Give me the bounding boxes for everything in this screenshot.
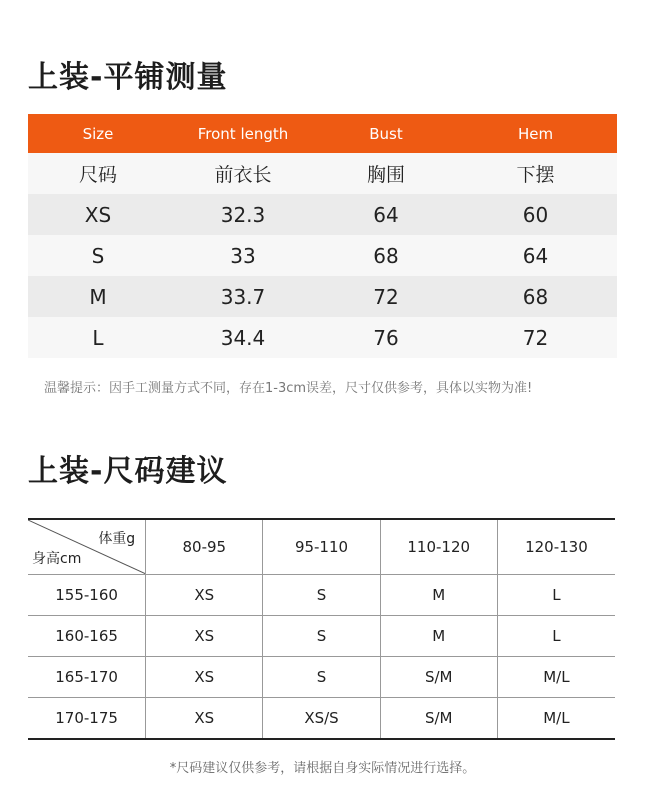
cell-size: S [91,243,105,268]
size-cell: M [380,616,497,656]
cell-front-length: 32.3 [220,202,266,227]
size-cell: XS [145,657,262,697]
weight-column-header: 80-95 [145,520,262,574]
corner-height-label: 身高cm [32,551,82,567]
header-size: Size [82,124,114,143]
size-cell: L [497,575,615,615]
header-hem: Hem [517,124,554,143]
table-row [28,194,617,235]
height-range: 165-170 [55,668,118,686]
table-row [28,235,617,276]
cell-hem: 72 [522,325,549,350]
cell-hem: 60 [522,202,549,227]
cell-size: M [89,284,107,309]
weight-column-header: 95-110 [262,520,379,574]
table-row [28,276,617,317]
cell-bust: 64 [373,202,399,227]
header-cn-front-length: 前衣长 [214,164,272,186]
header-cn-hem: 下摆 [516,164,555,186]
measurement-header-cn [28,153,617,194]
cell-bust: 72 [373,284,399,309]
weight-column-header: 120-130 [497,520,615,574]
header-bust: Bust [369,124,403,143]
corner-weight-label: 体重g [98,531,136,547]
cell-hem: 68 [522,284,549,309]
height-range: 160-165 [55,627,118,645]
size-cell: M/L [497,657,615,697]
size-cell: S/M [380,698,497,738]
header-cn-bust: 胸围 [366,164,405,186]
cell-front-length: 33.7 [220,284,266,309]
cell-hem: 64 [522,243,549,268]
table-row [28,616,615,657]
height-range: 155-160 [55,586,118,604]
header-cn-size: 尺码 [78,164,117,186]
size-cell: S/M [380,657,497,697]
size-cell: S [262,657,379,697]
size-cell: S [262,575,379,615]
cell-bust: 76 [373,325,399,350]
measurement-table [28,114,617,358]
recommendation-header [28,520,615,575]
recommendation-title: 上装-尺码建议 [28,454,228,489]
measurement-note: 温馨提示：因手工测量方式不同，存在1-3cm误差，尺寸仅供参考，具体以实物为准! [44,381,533,396]
size-recommendation-table [28,518,615,740]
size-cell: XS [145,575,262,615]
table-row [28,575,615,616]
recommendation-note: *尺码建议仅供参考，请根据自身实际情况进行选择。 [169,761,476,776]
size-cell: XS [145,698,262,738]
header-front-length: Front length [197,124,289,143]
cell-size: L [92,325,104,350]
weight-column-header: 110-120 [380,520,497,574]
height-range: 170-175 [55,709,118,727]
size-cell: L [497,616,615,656]
table-row [28,317,617,358]
cell-front-length: 33 [230,243,256,268]
size-cell: M [380,575,497,615]
size-cell: XS/S [262,698,379,738]
measurement-header-en [28,114,617,153]
table-row [28,657,615,698]
cell-bust: 68 [373,243,399,268]
diagonal-corner-cell [28,520,145,574]
cell-size: XS [84,202,112,227]
measurement-title: 上装-平铺测量 [28,60,228,95]
size-cell: M/L [497,698,615,738]
size-cell: S [262,616,379,656]
cell-front-length: 34.4 [220,325,266,350]
size-cell: XS [145,616,262,656]
table-row [28,698,615,738]
